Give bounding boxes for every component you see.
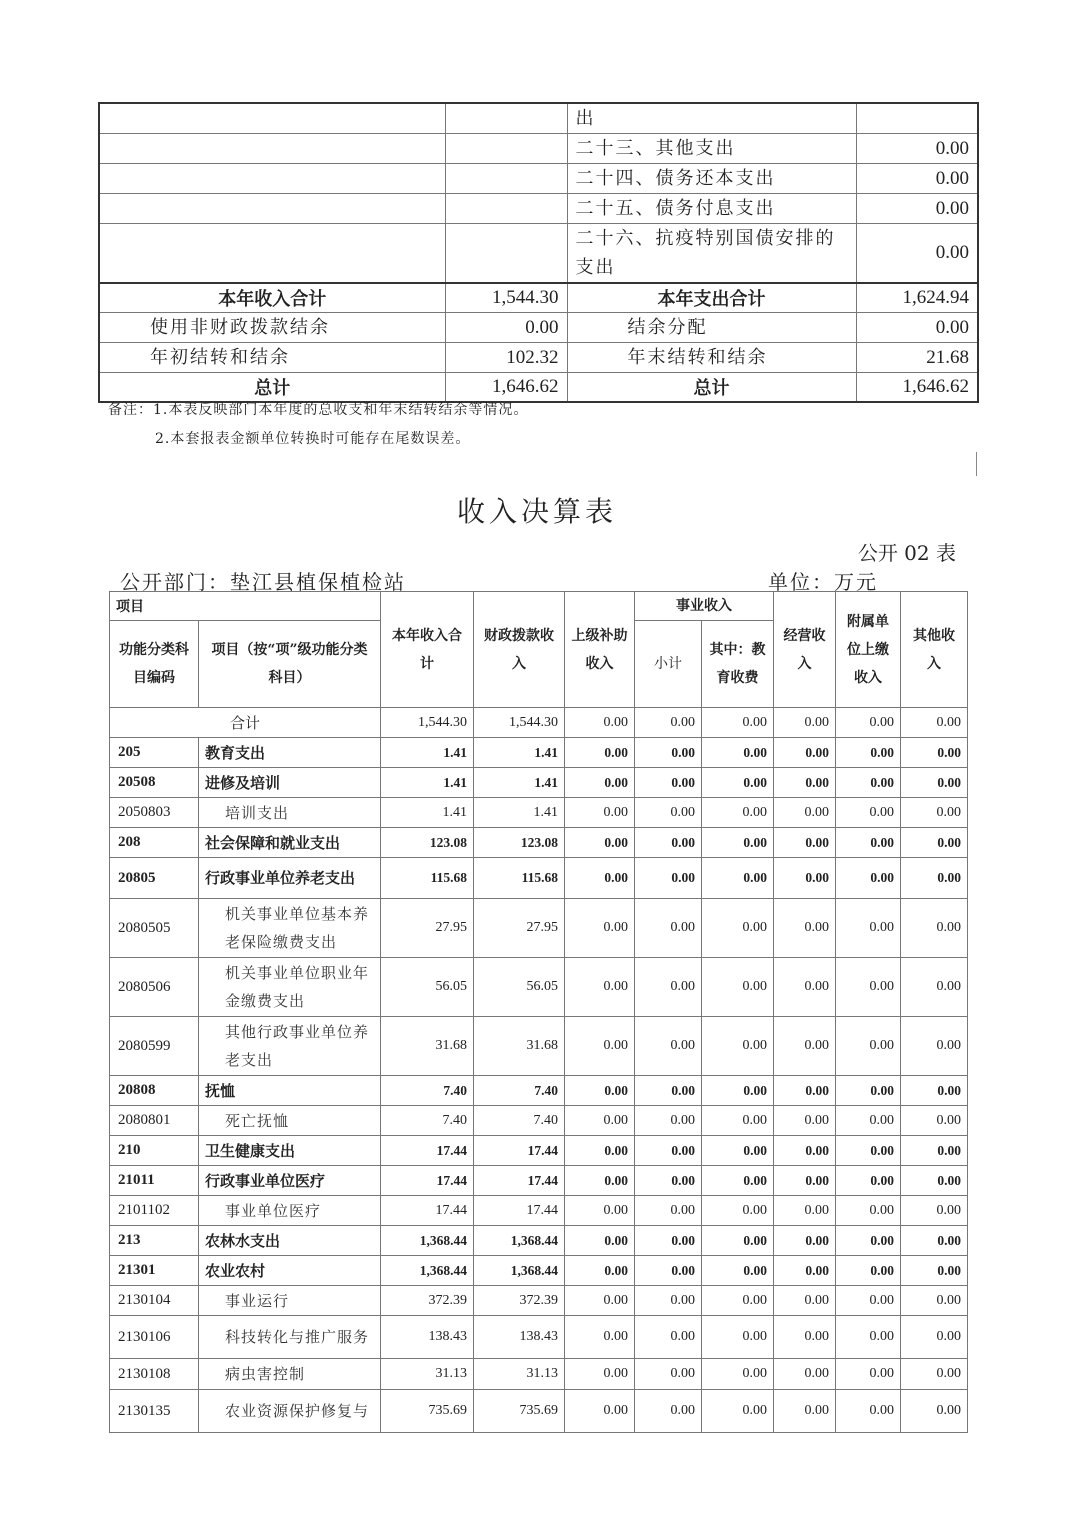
cell-affiliated: 0.00 (836, 1286, 901, 1316)
header-other: 其他收入 (901, 592, 968, 708)
cell-subtotal: 0.00 (635, 1136, 702, 1166)
total-row (110, 708, 968, 738)
header-total: 本年收入合计 (381, 592, 474, 708)
table-row (110, 1256, 968, 1286)
cell-superior: 0.00 (565, 828, 635, 858)
table-row (110, 1106, 968, 1136)
cell-subtotal: 0.00 (635, 828, 702, 858)
cell-other: 0.00 (901, 1196, 968, 1226)
cell-fiscal: 27.95 (474, 899, 565, 958)
row-name: 行政事业单位养老支出 (199, 858, 381, 899)
cell-fiscal: 735.69 (474, 1390, 565, 1433)
cell-subtotal: 0.00 (635, 1166, 702, 1196)
row-code: 210 (110, 1136, 199, 1166)
table-row (110, 1136, 968, 1166)
cell-fiscal: 1.41 (474, 798, 565, 828)
cell-total: 56.05 (381, 958, 474, 1017)
cell-fiscal: 115.68 (474, 858, 565, 899)
cell-superior: 0.00 (565, 1136, 635, 1166)
summary-value: 0.00 (856, 313, 978, 343)
cell-affiliated: 0.00 (836, 1316, 901, 1359)
header-superior: 上级补助收入 (565, 592, 635, 708)
cell-affiliated: 0.00 (836, 958, 901, 1017)
table-number: 公开 02 表 (857, 541, 956, 565)
cell-subtotal: 0.00 (635, 1286, 702, 1316)
table-row (110, 1166, 968, 1196)
summary-label: 使用非财政拨款结余 (99, 313, 445, 343)
table-row (110, 1286, 968, 1316)
row-name: 行政事业单位医疗 (199, 1166, 381, 1196)
row-code: 20805 (110, 858, 199, 899)
cell-total: 123.08 (381, 828, 474, 858)
cell-education: 0.00 (702, 1390, 774, 1433)
table-row (110, 768, 968, 798)
grand-total-value: 1,646.62 (856, 373, 978, 403)
cell-subtotal: 0.00 (635, 958, 702, 1017)
cell-total: 138.43 (381, 1316, 474, 1359)
cell-affiliated: 0.00 (836, 1017, 901, 1076)
cell-operating: 0.00 (774, 1106, 836, 1136)
income-total-value: 1,544.30 (445, 283, 567, 313)
summary-label: 结余分配 (567, 313, 856, 343)
expense-value: 0.00 (856, 134, 978, 164)
row-name: 事业运行 (199, 1286, 381, 1316)
cell-operating: 0.00 (774, 798, 836, 828)
table-row (110, 1359, 968, 1390)
cell-superior: 0.00 (565, 1196, 635, 1226)
header-code: 功能分类科目编码 (110, 621, 199, 708)
cell-other: 0.00 (901, 1076, 968, 1106)
expense-value: 0.00 (856, 164, 978, 194)
cell-operating: 0.00 (774, 1166, 836, 1196)
cell-other: 0.00 (901, 1256, 968, 1286)
cell-affiliated: 0.00 (836, 1359, 901, 1390)
cell-fiscal: 372.39 (474, 1286, 565, 1316)
grand-total-value: 1,646.62 (445, 373, 567, 403)
cell-operating: 0.00 (774, 1136, 836, 1166)
cell-affiliated: 0.00 (836, 858, 901, 899)
cell-education: 0.00 (702, 768, 774, 798)
cell-other: 0.00 (901, 1136, 968, 1166)
row-code: 2130135 (110, 1390, 199, 1433)
cell-subtotal: 0.00 (635, 1226, 702, 1256)
cell-affiliated: 0.00 (836, 899, 901, 958)
cell-fiscal: 1,544.30 (474, 708, 565, 738)
cell-other: 0.00 (901, 708, 968, 738)
cell-affiliated: 0.00 (836, 1136, 901, 1166)
cell-superior: 0.00 (565, 858, 635, 899)
cell-subtotal: 0.00 (635, 738, 702, 768)
row-code: 20508 (110, 768, 199, 798)
cell-other: 0.00 (901, 858, 968, 899)
cell-fiscal: 7.40 (474, 1106, 565, 1136)
expense-label: 二十四、债务还本支出 (567, 164, 856, 194)
cell-fiscal: 1,368.44 (474, 1256, 565, 1286)
cell-operating: 0.00 (774, 708, 836, 738)
table-row (110, 958, 968, 1017)
cell-total: 1,368.44 (381, 1226, 474, 1256)
cell-education: 0.00 (702, 1166, 774, 1196)
cell-superior: 0.00 (565, 1316, 635, 1359)
income-total-label: 本年收入合计 (99, 283, 445, 313)
cell-total: 1.41 (381, 768, 474, 798)
cell-operating: 0.00 (774, 768, 836, 798)
cell-total: 7.40 (381, 1076, 474, 1106)
cell-superior: 0.00 (565, 1076, 635, 1106)
cell-other: 0.00 (901, 738, 968, 768)
cell-subtotal: 0.00 (635, 798, 702, 828)
cell-superior: 0.00 (565, 1256, 635, 1286)
cell-superior: 0.00 (565, 1166, 635, 1196)
row-code: 2130106 (110, 1316, 199, 1359)
cell-affiliated: 0.00 (836, 828, 901, 858)
cell-operating: 0.00 (774, 1359, 836, 1390)
expense-value (856, 103, 978, 134)
row-code: 2130104 (110, 1286, 199, 1316)
expense-label: 二十三、其他支出 (567, 134, 856, 164)
cell-operating: 0.00 (774, 858, 836, 899)
cell-other: 0.00 (901, 1359, 968, 1390)
cell-superior: 0.00 (565, 1286, 635, 1316)
table-row (110, 798, 968, 828)
cell-affiliated: 0.00 (836, 708, 901, 738)
cell-other: 0.00 (901, 828, 968, 858)
cell-fiscal: 56.05 (474, 958, 565, 1017)
cell-other: 0.00 (901, 1316, 968, 1359)
cell-affiliated: 0.00 (836, 1076, 901, 1106)
cell-superior: 0.00 (565, 1017, 635, 1076)
cell-other: 0.00 (901, 1390, 968, 1433)
cell-superior: 0.00 (565, 1390, 635, 1433)
row-name: 教育支出 (199, 738, 381, 768)
cell-total: 7.40 (381, 1106, 474, 1136)
table-row (110, 828, 968, 858)
cell-total: 735.69 (381, 1390, 474, 1433)
summary-value: 102.32 (445, 343, 567, 373)
row-name: 卫生健康支出 (199, 1136, 381, 1166)
row-name: 农业资源保护修复与 (199, 1390, 381, 1433)
row-code: 2130108 (110, 1359, 199, 1390)
cell-fiscal: 31.13 (474, 1359, 565, 1390)
cell-subtotal: 0.00 (635, 1076, 702, 1106)
cell-fiscal: 1.41 (474, 768, 565, 798)
cell-fiscal: 31.68 (474, 1017, 565, 1076)
table-row (99, 224, 978, 284)
header-affiliated: 附属单位上缴收入 (836, 592, 901, 708)
table-row (99, 343, 978, 373)
cell-operating: 0.00 (774, 1076, 836, 1106)
row-code: 213 (110, 1226, 199, 1256)
cell-fiscal: 123.08 (474, 828, 565, 858)
table-row (110, 899, 968, 958)
row-code: 2080599 (110, 1017, 199, 1076)
cell-education: 0.00 (702, 708, 774, 738)
row-name: 农林水支出 (199, 1226, 381, 1256)
table-row (110, 1316, 968, 1359)
row-name: 死亡抚恤 (199, 1106, 381, 1136)
row-code: 2101102 (110, 1196, 199, 1226)
cell-fiscal: 17.44 (474, 1136, 565, 1166)
table-row (110, 738, 968, 768)
cell-operating: 0.00 (774, 1196, 836, 1226)
cell-operating: 0.00 (774, 1286, 836, 1316)
expense-label: 二十六、抗疫特别国债安排的支出 (567, 224, 856, 284)
cell-total: 372.39 (381, 1286, 474, 1316)
cell-fiscal: 17.44 (474, 1166, 565, 1196)
cell-total: 27.95 (381, 899, 474, 958)
table-row (110, 858, 968, 899)
row-name: 合计 (110, 708, 381, 738)
table-row (110, 1076, 968, 1106)
cell-superior: 0.00 (565, 798, 635, 828)
table-row (110, 1390, 968, 1433)
summary-label: 年初结转和结余 (99, 343, 445, 373)
cell-operating: 0.00 (774, 828, 836, 858)
header-item: 项目 (110, 592, 381, 621)
row-code: 2080505 (110, 899, 199, 958)
header-operating: 经营收入 (774, 592, 836, 708)
row-name: 机关事业单位职业年金缴费支出 (199, 958, 381, 1017)
header-fiscal: 财政拨款收入 (474, 592, 565, 708)
row-code: 2080801 (110, 1106, 199, 1136)
cell-affiliated: 0.00 (836, 1196, 901, 1226)
cell-superior: 0.00 (565, 899, 635, 958)
table-row (110, 1226, 968, 1256)
cell-education: 0.00 (702, 1316, 774, 1359)
cell-total: 31.13 (381, 1359, 474, 1390)
table-body (110, 708, 968, 1433)
cell-education: 0.00 (702, 958, 774, 1017)
row-name: 其他行政事业单位养老支出 (199, 1017, 381, 1076)
cell-total: 1,544.30 (381, 708, 474, 738)
row-code: 21011 (110, 1166, 199, 1196)
expense-label: 出 (567, 103, 856, 134)
header-education: 其中：教育收费 (702, 621, 774, 708)
income-table (109, 591, 968, 1433)
row-name: 社会保障和就业支出 (199, 828, 381, 858)
cell-other: 0.00 (901, 1166, 968, 1196)
row-name: 科技转化与推广服务 (199, 1316, 381, 1359)
summary-table (98, 102, 979, 403)
table-row (99, 283, 978, 313)
cell-education: 0.00 (702, 1196, 774, 1226)
cell-superior: 0.00 (565, 738, 635, 768)
row-name: 事业单位医疗 (199, 1196, 381, 1226)
expense-value: 0.00 (856, 194, 978, 224)
summary-value: 21.68 (856, 343, 978, 373)
expense-total-label: 本年支出合计 (567, 283, 856, 313)
cell-affiliated: 0.00 (836, 1106, 901, 1136)
cell-other: 0.00 (901, 1106, 968, 1136)
cell-superior: 0.00 (565, 1226, 635, 1256)
table-row (110, 1196, 968, 1226)
cell-other: 0.00 (901, 1226, 968, 1256)
cell-superior: 0.00 (565, 958, 635, 1017)
page-title: 收入决算表 (456, 495, 617, 528)
cell-total: 1,368.44 (381, 1256, 474, 1286)
expense-value: 0.00 (856, 224, 978, 284)
table-row (99, 134, 978, 164)
cell-affiliated: 0.00 (836, 1166, 901, 1196)
cell-other: 0.00 (901, 798, 968, 828)
cell-total: 17.44 (381, 1136, 474, 1166)
row-code: 2080506 (110, 958, 199, 1017)
row-code: 208 (110, 828, 199, 858)
cell-fiscal: 1,368.44 (474, 1226, 565, 1256)
cell-affiliated: 0.00 (836, 1256, 901, 1286)
cell-education: 0.00 (702, 858, 774, 899)
cell-operating: 0.00 (774, 1390, 836, 1433)
cell-education: 0.00 (702, 899, 774, 958)
cell-subtotal: 0.00 (635, 1256, 702, 1286)
department: 公开部门：垫江县植保植检站 (120, 570, 406, 594)
cell-subtotal: 0.00 (635, 1359, 702, 1390)
cell-subtotal: 0.00 (635, 858, 702, 899)
row-name: 机关事业单位基本养老保险缴费支出 (199, 899, 381, 958)
cell-total: 1.41 (381, 798, 474, 828)
cell-other: 0.00 (901, 1286, 968, 1316)
cell-education: 0.00 (702, 828, 774, 858)
cell-education: 0.00 (702, 738, 774, 768)
cell-subtotal: 0.00 (635, 768, 702, 798)
grand-total-label: 总计 (567, 373, 856, 403)
table-row (99, 103, 978, 134)
cell-operating: 0.00 (774, 738, 836, 768)
header-business: 事业收入 (635, 592, 774, 621)
cell-fiscal: 7.40 (474, 1076, 565, 1106)
row-name: 农业农村 (199, 1256, 381, 1286)
cell-fiscal: 17.44 (474, 1196, 565, 1226)
cell-fiscal: 1.41 (474, 738, 565, 768)
cell-operating: 0.00 (774, 958, 836, 1017)
cell-education: 0.00 (702, 1226, 774, 1256)
cell-other: 0.00 (901, 768, 968, 798)
divider (976, 452, 977, 476)
cell-education: 0.00 (702, 1136, 774, 1166)
cell-affiliated: 0.00 (836, 768, 901, 798)
header-name: 项目（按“项”级功能分类科目） (199, 621, 381, 708)
cell-subtotal: 0.00 (635, 1017, 702, 1076)
header-subtotal: 小计 (635, 621, 702, 708)
row-name: 病虫害控制 (199, 1359, 381, 1390)
cell-operating: 0.00 (774, 1256, 836, 1286)
cell-operating: 0.00 (774, 1226, 836, 1256)
cell-subtotal: 0.00 (635, 1316, 702, 1359)
cell-total: 17.44 (381, 1196, 474, 1226)
cell-fiscal: 138.43 (474, 1316, 565, 1359)
cell-affiliated: 0.00 (836, 1390, 901, 1433)
cell-subtotal: 0.00 (635, 1196, 702, 1226)
cell-other: 0.00 (901, 1017, 968, 1076)
cell-subtotal: 0.00 (635, 708, 702, 738)
unit-label: 单位：万元 (768, 570, 878, 594)
cell-subtotal: 0.00 (635, 1390, 702, 1433)
cell-education: 0.00 (702, 798, 774, 828)
summary-label: 年末结转和结余 (567, 343, 856, 373)
note-line-1: 备注：1.本表反映部门本年度的总收支和年末结转结余等情况。 (108, 402, 529, 418)
table-row (99, 313, 978, 343)
cell-affiliated: 0.00 (836, 1226, 901, 1256)
cell-total: 115.68 (381, 858, 474, 899)
cell-other: 0.00 (901, 899, 968, 958)
cell-education: 0.00 (702, 1286, 774, 1316)
cell-superior: 0.00 (565, 708, 635, 738)
cell-superior: 0.00 (565, 1359, 635, 1390)
row-code: 21301 (110, 1256, 199, 1286)
cell-education: 0.00 (702, 1017, 774, 1076)
summary-value: 0.00 (445, 313, 567, 343)
row-code: 20808 (110, 1076, 199, 1106)
expense-label: 二十五、债务付息支出 (567, 194, 856, 224)
row-code: 205 (110, 738, 199, 768)
cell-affiliated: 0.00 (836, 798, 901, 828)
row-name: 抚恤 (199, 1076, 381, 1106)
row-name: 培训支出 (199, 798, 381, 828)
cell-affiliated: 0.00 (836, 738, 901, 768)
cell-total: 1.41 (381, 738, 474, 768)
cell-operating: 0.00 (774, 1316, 836, 1359)
expense-total-value: 1,624.94 (856, 283, 978, 313)
grand-total-label: 总计 (99, 373, 445, 403)
cell-education: 0.00 (702, 1076, 774, 1106)
cell-total: 17.44 (381, 1166, 474, 1196)
cell-education: 0.00 (702, 1256, 774, 1286)
table-row (110, 1017, 968, 1076)
cell-education: 0.00 (702, 1359, 774, 1390)
cell-subtotal: 0.00 (635, 899, 702, 958)
table-row (99, 373, 978, 403)
cell-operating: 0.00 (774, 1017, 836, 1076)
cell-education: 0.00 (702, 1106, 774, 1136)
note-line-2: 2.本套报表金额单位转换时可能存在尾数误差。 (155, 431, 471, 447)
row-name: 进修及培训 (199, 768, 381, 798)
header-row (110, 592, 968, 621)
table-row (99, 194, 978, 224)
cell-other: 0.00 (901, 958, 968, 1017)
row-code: 2050803 (110, 798, 199, 828)
cell-subtotal: 0.00 (635, 1106, 702, 1136)
cell-operating: 0.00 (774, 899, 836, 958)
cell-superior: 0.00 (565, 1106, 635, 1136)
cell-superior: 0.00 (565, 768, 635, 798)
cell-total: 31.68 (381, 1017, 474, 1076)
table-row (99, 164, 978, 194)
